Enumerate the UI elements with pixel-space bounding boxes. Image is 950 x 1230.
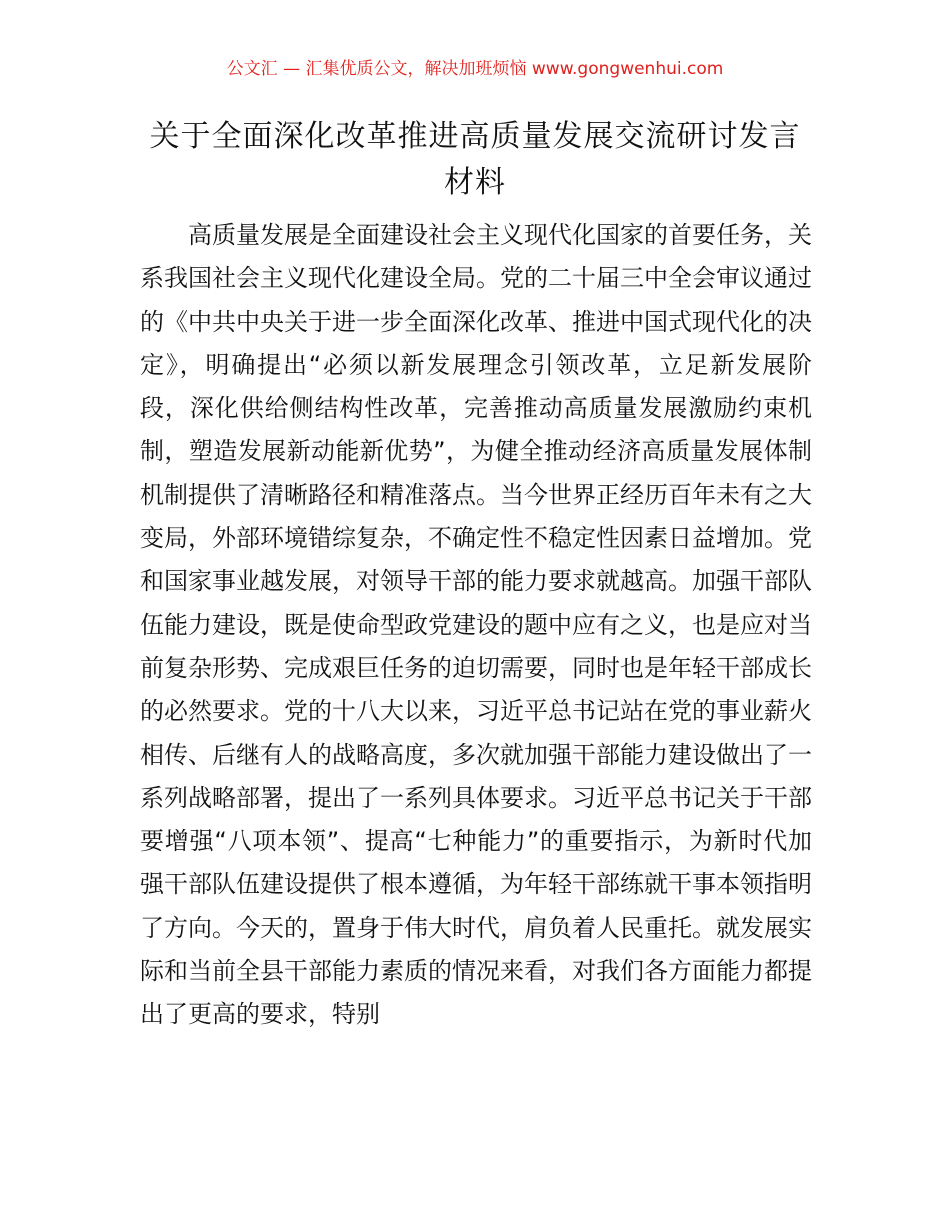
- body-paragraph: 高质量发展是全面建设社会主义现代化国家的首要任务，关系我国社会主义现代化建设全局。党的二十届三中全会审议通过的《中共中央关于进一步全面深化改革、推进中国式现代化的决定》，明确提出“必须以新发展理念引领改革，立足新发展阶段，深化供给侧结构性改革，完善推动高质量发展激励约束机制，塑造发展新动能新优势”，为健全推动经济高质量发展体制机制提供了清晰路径和精准落点。当今世界正经历百年未有之大变局，外部环境错综复杂，不确定性不稳定性因素日益增加。党和国家事业越发展，对领导干部的能力要求就越高。加强干部队伍能力建设，既是使命型政党建设的题中应有之义，也是应对当前复杂形势、完成艰巨任务的迫切需要，同时也是年轻干部成长的必然要求。党的十八大以来，习近平总书记站在党的事业薪火相传、后继有人的战略高度，多次就加强干部能力建设做出了一系列战略部署，提出了一系列具体要求。习近平总书记关于干部要增强“八项本领”、提高“七种能力”的重要指示，为新时代加强干部队伍建设提供了根本遵循，为年轻干部练就干事本领指明了方向。今天的，置身于伟大时代，肩负着人民重托。就发展实际和当前全县干部能力素质的情况来看，对我们各方面能力都提出了更高的要求，特别: [140, 221, 812, 1029]
- site-banner: 公文汇 — 汇集优质公文，解决加班烦恼 www.gongwenhui.com: [226, 59, 724, 79]
- document-title: 关于全面深化改革推进高质量发展交流研讨发言材料: [149, 119, 801, 200]
